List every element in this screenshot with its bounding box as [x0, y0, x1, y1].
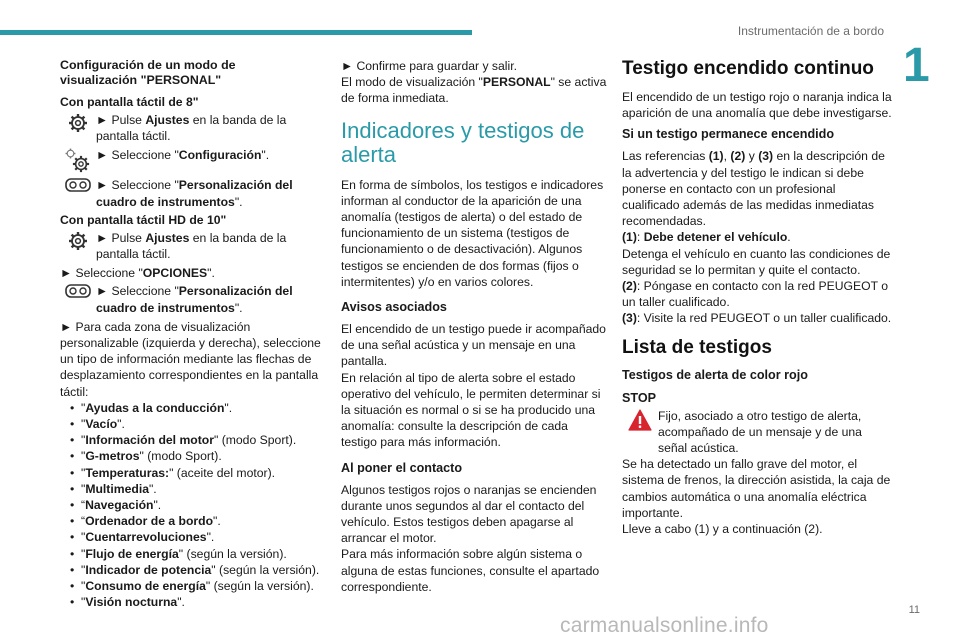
gear-icon: [60, 112, 96, 133]
detenga-text: Detenga el vehículo en cuanto las condiciones de seguridad se lo permitan y quite el contacto.: [622, 246, 891, 277]
stop-description: Fijo, asociado a otro testigo de alerta, acompañado de un mensaje y de una señal acústica.: [622, 408, 892, 457]
section-title-indicadores: Indicadores y testigos de alerta: [341, 117, 585, 167]
ref-3: (3): Visite la red PEUGEOT o un taller cualificado.: [622, 311, 892, 326]
subheading-10-inch: Con pantalla táctil HD de 10": [60, 212, 227, 227]
step-configuracion: ► Seleccione "Configuración".: [60, 147, 328, 174]
step-personalizacion-8: ► Seleccione "Personalización del cuadro de instrumentos".: [60, 177, 328, 209]
heading-testigo-continuo: Testigo encendido continuo: [622, 58, 874, 79]
indicadores-intro: En forma de símbolos, los testigos e indicadores informan al conductor de la aparición de una anomalía (testigos de alerta) o del estado de funcionamiento de un sistema (testigos de funcionamiento o de desactivación). Algunos testigos se encienden de dos formas (fijos o intermitentes) y/o en varios colores.: [341, 177, 604, 289]
list-item: • "Visión nocturna".: [70, 594, 328, 610]
chapter-number: 1: [903, 39, 930, 92]
display-options-list: [70, 400, 328, 611]
heading-permanece: Si un testigo permanece encendido: [622, 127, 835, 142]
list-item: • “Ordenador de a bordo".: [70, 513, 328, 529]
section-title-personal: Configuración de un modo de visualización "PERSONAL": [60, 58, 236, 87]
step-zona-visualizacion: ► Para cada zona de visualización personalizable (izquierda y derecha), seleccione un tipo de información mediante las flechas de desplazamiento correspondientes en la pantalla táctil:: [60, 319, 321, 399]
avisos-text-2: En relación al tipo de alerta sobre el estado operativo del vehículo, le permiten determinar si la situación es normal o si se ha producido una anomalía: consulte la descripción de cada testigo para más información.: [341, 370, 601, 450]
step-settings-10: ► Pulse Ajustes en la banda de la pantalla táctil.: [60, 230, 328, 262]
confirm-step: ► Confirme para guardar y salir.: [341, 59, 517, 73]
page-header: Instrumentación de a bordo: [737, 24, 884, 38]
heading-lista-testigos: Lista de testigos: [622, 336, 772, 358]
watermark: carmanualsonline.info: [560, 614, 769, 637]
ref-1: (1): Debe detener el vehículo.: [622, 230, 791, 245]
page-number: 11: [908, 604, 920, 616]
ref-2: (2): Póngase en contacto con la red PEUGEOT o un taller cualificado.: [622, 279, 889, 310]
list-item: • "Multimedia".: [70, 481, 328, 497]
list-item: • "Temperaturas:" (aceite del motor).: [70, 465, 328, 481]
step-personalizacion-10: ► Seleccione "Personalización del cuadro de instrumentos".: [60, 283, 328, 315]
heading-stop: STOP: [622, 390, 657, 405]
list-item: • "Vacío".: [70, 416, 328, 432]
column-right: [622, 58, 892, 537]
top-accent-bar: [0, 30, 472, 35]
gear-icon: [60, 230, 96, 251]
stop-action-text: Lleve a cabo (1) y a continuación (2).: [622, 522, 823, 537]
step-settings-8: ► Pulse Ajustes en la banda de la pantalla táctil.: [60, 112, 328, 144]
heading-rojo: Testigos de alerta de color rojo: [622, 367, 808, 382]
personal-active-text: El modo de visualización "PERSONAL" se activa de forma inmediata.: [341, 75, 607, 106]
contacto-text-1: Algunos testigos rojos o naranjas se encienden durante unos segundos al dar el contacto del vehículo. Estos testigos deben apagarse al arrancar el motor.: [341, 482, 597, 546]
heading-poner-contacto: Al poner el contacto: [341, 460, 463, 475]
list-item: • "G-metros" (modo Sport).: [70, 448, 328, 464]
step-opciones: ► Seleccione "OPCIONES".: [60, 266, 215, 281]
avisos-text-1: El encendido de un testigo puede ir acompañado de una señal acústica y un mensaje en una pantalla.: [341, 322, 606, 369]
list-item: • "Indicador de potencia" (según la versión).: [70, 562, 328, 578]
list-item: • “Navegación".: [70, 497, 328, 513]
list-item: • "Ayudas a la conducción".: [70, 400, 328, 416]
heading-avisos: Avisos asociados: [341, 300, 447, 315]
instrument-panel-icon: [60, 283, 96, 298]
testigo-text: El encendido de un testigo rojo o naranja indica la aparición de una anomalía que debe investigarse.: [622, 90, 892, 121]
list-item: • "Flujo de energía" (según la versión).: [70, 546, 328, 562]
column-left: [60, 58, 328, 610]
referencias-text: Las referencias (1), (2) y (3) en la descripción de la advertencia y del testigo le indican si debe ponerse en contacto con un profesional cualificado además de las medidas inmediatas recomendadas.: [622, 149, 885, 229]
stop-fallo-text: Se ha detectado un fallo grave del motor, el sistema de frenos, la dirección asistida, la caja de cambios automática o una anomalía eléctrica importante.: [622, 457, 891, 520]
subheading-8-inch: Con pantalla táctil de 8": [60, 95, 199, 109]
list-item: • "Consumo de energía" (según la versión).: [70, 578, 328, 594]
settings-gear-icon: [60, 147, 96, 174]
list-item: • "Cuentarrevoluciones".: [70, 529, 328, 545]
list-item: • "Información del motor" (modo Sport).: [70, 432, 328, 448]
column-middle: [341, 58, 607, 595]
warning-triangle-icon: [622, 408, 658, 431]
contacto-text-2: Para más información sobre algún sistema o alguna de estas funciones, consulte el apartado correspondiente.: [341, 547, 600, 594]
instrument-panel-icon: [60, 177, 96, 192]
